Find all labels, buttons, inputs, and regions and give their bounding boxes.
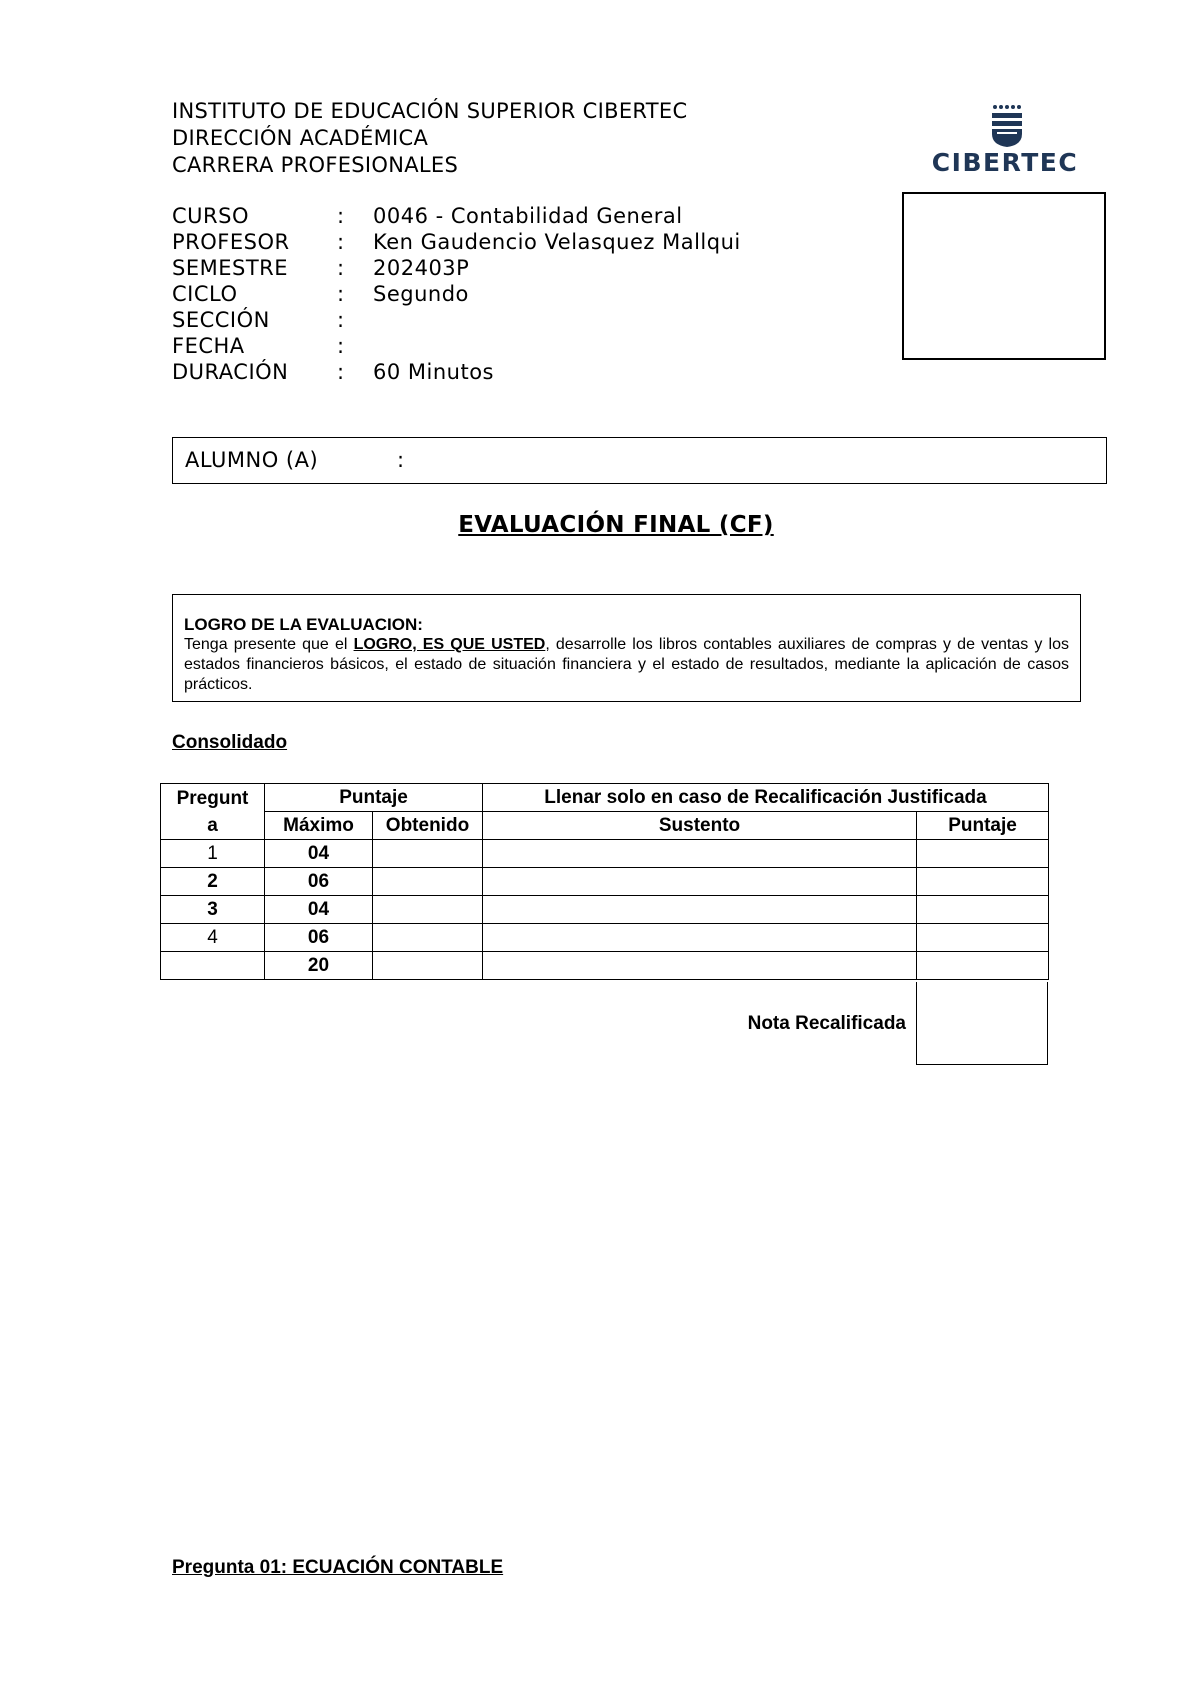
sustento-cell[interactable] xyxy=(483,924,917,952)
header-obtenido: Obtenido xyxy=(373,812,483,840)
logro-text xyxy=(184,635,1069,695)
table-row xyxy=(161,924,1049,952)
table-row xyxy=(161,868,1049,896)
total-sustento-cell[interactable] xyxy=(483,952,917,980)
exam-title: EVALUACIÓN FINAL (CF) xyxy=(458,512,774,538)
colon: : xyxy=(337,360,345,384)
table-header-row xyxy=(161,784,1049,812)
shield-icon xyxy=(930,104,1080,148)
maximo-value: 04 xyxy=(265,840,373,868)
consolidado-heading: Consolidado xyxy=(172,732,288,753)
ciclo-value: Segundo xyxy=(373,282,469,306)
sustento-cell[interactable] xyxy=(483,896,917,924)
sustento-cell[interactable] xyxy=(483,868,917,896)
duracion-label: DURACIÓN xyxy=(172,360,289,384)
pregunta-number: 1 xyxy=(161,840,265,868)
duracion-value: 60 Minutos xyxy=(373,360,494,384)
puntaje-cell[interactable] xyxy=(917,924,1049,952)
puntaje-cell[interactable] xyxy=(917,868,1049,896)
seccion-label: SECCIÓN xyxy=(172,308,270,332)
photo-box xyxy=(902,192,1106,360)
header-maximo: Máximo xyxy=(265,812,373,840)
header-pregunta: Pregunt a xyxy=(161,784,265,840)
curso-value: 0046 - Contabilidad General xyxy=(373,204,683,228)
pregunta-number: 2 xyxy=(161,868,265,896)
curso-label: CURSO xyxy=(172,204,249,228)
logro-text-before: Tenga presente que el xyxy=(184,636,354,653)
maximo-value: 06 xyxy=(265,868,373,896)
total-puntaje-cell[interactable] xyxy=(917,952,1049,980)
header-sustento: Sustento xyxy=(483,812,917,840)
logo-wordmark: CIBERTEC xyxy=(931,148,1079,177)
obtenido-cell[interactable] xyxy=(373,896,483,924)
career-name: CARRERA PROFESIONALES xyxy=(172,153,459,177)
maximo-value: 04 xyxy=(265,896,373,924)
colon: : xyxy=(397,448,405,472)
institution-name: INSTITUTO DE EDUCACIÓN SUPERIOR CIBERTEC xyxy=(172,99,688,123)
obtenido-cell[interactable] xyxy=(373,924,483,952)
academic-direction: DIRECCIÓN ACADÉMICA xyxy=(172,126,429,150)
total-label-cell xyxy=(161,952,265,980)
pregunta-number: 3 xyxy=(161,896,265,924)
colon: : xyxy=(337,334,345,358)
profesor-value: Ken Gaudencio Velasquez Mallqui xyxy=(373,230,741,254)
table-subheader-row xyxy=(161,812,1049,840)
colon: : xyxy=(337,282,345,306)
colon: : xyxy=(337,204,345,228)
student-label: ALUMNO (A) xyxy=(185,448,319,472)
colon: : xyxy=(337,256,345,280)
obtenido-cell[interactable] xyxy=(373,868,483,896)
puntaje-cell[interactable] xyxy=(917,840,1049,868)
question-1-title: Pregunta 01: ECUACIÓN CONTABLE xyxy=(172,1557,504,1578)
header-recalificacion: Llenar solo en caso de Recalificación Justificada xyxy=(483,784,1049,812)
logro-title: LOGRO DE LA EVALUACION: xyxy=(184,615,423,634)
student-name-field[interactable] xyxy=(172,437,1107,484)
nota-recalificada-box[interactable] xyxy=(916,982,1048,1065)
table-total-row xyxy=(161,952,1049,980)
fecha-label: FECHA xyxy=(172,334,245,358)
semestre-label: SEMESTRE xyxy=(172,256,289,280)
total-maximo: 20 xyxy=(265,952,373,980)
header-puntaje: Puntaje xyxy=(265,784,483,812)
semestre-value: 202403P xyxy=(373,256,470,280)
maximo-value: 06 xyxy=(265,924,373,952)
logro-emphasis: LOGRO, ES QUE USTED xyxy=(353,636,546,653)
cibertec-logo xyxy=(930,104,1080,180)
sustento-cell[interactable] xyxy=(483,840,917,868)
total-obtenido-cell[interactable] xyxy=(373,952,483,980)
scores-table xyxy=(160,783,1049,980)
pregunta-number: 4 xyxy=(161,924,265,952)
header-puntaje-recalificado: Puntaje xyxy=(917,812,1049,840)
logro-box xyxy=(172,594,1081,702)
table-row xyxy=(161,840,1049,868)
colon: : xyxy=(337,230,345,254)
nota-recalificada-label: Nota Recalificada xyxy=(747,1013,906,1034)
document-header xyxy=(172,98,687,179)
colon: : xyxy=(337,308,345,332)
table-row xyxy=(161,896,1049,924)
logro-text-after: , desarrolle los libros contables auxiliares de compras y de ventas y los estados financieros básicos, el estado de situación financiera y el estado de resultados, mediante la aplicación de casos prácticos. xyxy=(184,636,1069,693)
puntaje-cell[interactable] xyxy=(917,896,1049,924)
ciclo-label: CICLO xyxy=(172,282,238,306)
obtenido-cell[interactable] xyxy=(373,840,483,868)
nota-recalificada-section xyxy=(160,982,1048,1065)
profesor-label: PROFESOR xyxy=(172,230,290,254)
